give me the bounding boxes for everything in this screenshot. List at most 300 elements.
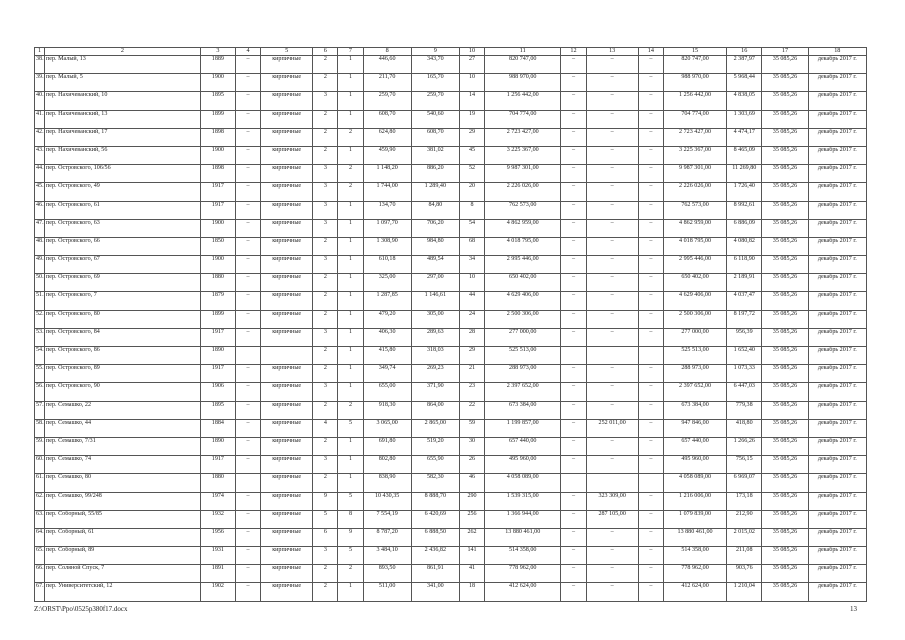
table-cell: 2 387,97 (727, 56, 762, 74)
table-cell (561, 347, 586, 365)
table-cell: 27 (459, 56, 484, 74)
table-cell: 318,03 (411, 347, 459, 365)
table-cell: 5 (338, 492, 363, 510)
table-cell: 8 197,72 (727, 310, 762, 328)
table-cell: 58. (35, 419, 45, 437)
table-cell: – (638, 256, 663, 274)
table-cell: – (638, 456, 663, 474)
table-cell: 988 970,00 (663, 74, 726, 92)
table-cell: 269,23 (411, 365, 459, 383)
table-cell: 1900 (200, 74, 235, 92)
table-cell: – (638, 237, 663, 255)
table-cell: пер. Семашко, 44 (45, 419, 201, 437)
table-cell: 211,70 (363, 74, 411, 92)
table-cell: 1974 (200, 492, 235, 510)
table-cell: 134,70 (363, 201, 411, 219)
table-cell: 4 080,82 (727, 237, 762, 255)
table-cell: – (586, 292, 638, 310)
table-cell: пер. Островского, 63 (45, 219, 201, 237)
table-cell: пер. Соборный, 55/85 (45, 510, 201, 528)
table-cell: 9 (338, 528, 363, 546)
table-cell: 277 000,00 (485, 328, 561, 346)
table-cell: 35 085,26 (762, 219, 808, 237)
table-cell: 756,15 (727, 456, 762, 474)
table-cell: 2 (313, 274, 338, 292)
table-cell (261, 347, 313, 365)
table-cell: – (235, 237, 260, 255)
table-cell: 8 465,09 (727, 146, 762, 164)
table-cell: – (586, 56, 638, 74)
table-cell: 289,63 (411, 328, 459, 346)
table-cell: декабрь 2017 г. (808, 310, 866, 328)
table-cell: 1 148,20 (363, 165, 411, 183)
table-cell: 3 (313, 165, 338, 183)
table-cell: пер. Соборный, 89 (45, 547, 201, 565)
table-cell: 46. (35, 201, 45, 219)
table-cell: 1 256 442,00 (485, 92, 561, 110)
table-cell: – (561, 383, 586, 401)
table-cell: – (561, 219, 586, 237)
table-cell: 4 058 089,00 (663, 474, 726, 492)
table-cell: 820 747,00 (663, 56, 726, 74)
table-row (35, 528, 867, 546)
table-cell: декабрь 2017 г. (808, 365, 866, 383)
table-cell: кирпичные (261, 292, 313, 310)
table-cell: – (586, 547, 638, 565)
table-cell: – (235, 565, 260, 583)
table-cell: 706,20 (411, 219, 459, 237)
table-cell: пер. Семашко, 80 (45, 474, 201, 492)
table-cell: 39. (35, 74, 45, 92)
table-cell: 2 (313, 365, 338, 383)
table-cell: декабрь 2017 г. (808, 437, 866, 455)
table-cell: 893,50 (363, 565, 411, 583)
table-cell: 35 085,26 (762, 310, 808, 328)
table-cell: кирпичные (261, 328, 313, 346)
table-cell: 381,02 (411, 146, 459, 164)
table-cell: 211,08 (727, 547, 762, 565)
table-cell: 1 (338, 110, 363, 128)
table-cell: 1932 (200, 510, 235, 528)
table-cell: 3 225 367,00 (485, 146, 561, 164)
table-cell: 3 (313, 547, 338, 565)
table-cell: 1900 (200, 256, 235, 274)
table-cell: 4 018 795,00 (485, 237, 561, 255)
table-cell: – (561, 237, 586, 255)
table-cell: 3 (313, 219, 338, 237)
table-cell: – (586, 310, 638, 328)
table-cell: 1917 (200, 456, 235, 474)
table-cell: 35 085,26 (762, 474, 808, 492)
table-cell: – (235, 128, 260, 146)
table-row (35, 401, 867, 419)
table-cell: 2 (313, 565, 338, 583)
table-cell: 4 474,17 (727, 128, 762, 146)
table-cell: 1900 (200, 146, 235, 164)
table-row (35, 383, 867, 401)
table-cell: – (561, 128, 586, 146)
table-cell: 45. (35, 183, 45, 201)
table-cell: декабрь 2017 г. (808, 110, 866, 128)
table-cell: – (561, 583, 586, 601)
table-cell: 46 (459, 474, 484, 492)
table-row (35, 219, 867, 237)
table-cell: 9 987 301,00 (485, 165, 561, 183)
table-cell: 4 037,47 (727, 292, 762, 310)
table-cell: 610,18 (363, 256, 411, 274)
table-cell: декабрь 2017 г. (808, 128, 866, 146)
table-cell: 1 (338, 456, 363, 474)
header-row (35, 48, 867, 56)
table-cell: 6 969,07 (727, 474, 762, 492)
table-cell: 48. (35, 237, 45, 255)
table-cell: 341,00 (411, 583, 459, 601)
table-cell: – (235, 547, 260, 565)
table-cell: 41 (459, 565, 484, 583)
table-cell: 1 (338, 365, 363, 383)
table-cell: пер. Островского, 89 (45, 365, 201, 383)
table-cell: 1899 (200, 310, 235, 328)
table-cell: декабрь 2017 г. (808, 583, 866, 601)
table-cell: 1 199 857,00 (485, 419, 561, 437)
table-cell: кирпичные (261, 201, 313, 219)
table-cell: 3 (313, 92, 338, 110)
table-cell: – (235, 183, 260, 201)
table-cell: 1956 (200, 528, 235, 546)
column-header: 11 (485, 48, 561, 56)
table-cell: 66. (35, 565, 45, 583)
table-cell: 1 (338, 274, 363, 292)
table-cell: 8 (338, 510, 363, 528)
table-cell: 984,80 (411, 237, 459, 255)
table-cell: пер. Семашко, 74 (45, 456, 201, 474)
table-cell: 45 (459, 146, 484, 164)
table-cell: 779,38 (727, 401, 762, 419)
table-cell: 2 226 026,00 (485, 183, 561, 201)
table-cell: 287 105,00 (586, 510, 638, 528)
column-header: 12 (561, 48, 586, 56)
table-cell: – (638, 128, 663, 146)
table-cell: – (586, 528, 638, 546)
table-cell: 519,20 (411, 437, 459, 455)
table-cell: – (638, 565, 663, 583)
table-cell: – (561, 74, 586, 92)
table-cell: 8 888,70 (411, 492, 459, 510)
table-cell: – (638, 510, 663, 528)
table-cell: 47. (35, 219, 45, 237)
table-row (35, 492, 867, 510)
table-cell: 212,90 (727, 510, 762, 528)
table-cell: – (235, 401, 260, 419)
table-cell: 406,30 (363, 328, 411, 346)
table-cell: 35 085,26 (762, 292, 808, 310)
table-row (35, 510, 867, 528)
table-cell: 956,39 (727, 328, 762, 346)
table-cell: 35 085,26 (762, 419, 808, 437)
table-cell: 525 513,00 (485, 347, 561, 365)
table-cell: 608,70 (411, 128, 459, 146)
column-header: 13 (586, 48, 638, 56)
column-header: 9 (411, 48, 459, 56)
table-cell: кирпичные (261, 146, 313, 164)
page-number: 13 (850, 605, 857, 613)
table-cell: 2 (313, 74, 338, 92)
table-cell: 1 (338, 146, 363, 164)
table-cell: – (586, 219, 638, 237)
table-cell: 3 (313, 383, 338, 401)
table-cell: пер. Островского, 61 (45, 201, 201, 219)
table-cell: 1 (338, 201, 363, 219)
table-row (35, 328, 867, 346)
table-cell: пер. Нахичеванский, 10 (45, 92, 201, 110)
table-cell: – (235, 328, 260, 346)
table-cell: – (235, 528, 260, 546)
table-cell: 7 554,19 (363, 510, 411, 528)
table-cell: 988 970,00 (485, 74, 561, 92)
table-cell: – (638, 146, 663, 164)
table-cell: 2 (338, 401, 363, 419)
table-cell: 290 (459, 492, 484, 510)
table-cell: – (561, 456, 586, 474)
table-cell: 1 303,69 (727, 110, 762, 128)
table-cell: – (561, 528, 586, 546)
table-cell: 28 (459, 328, 484, 346)
table-cell: 8 787,20 (363, 528, 411, 546)
table-cell: 61. (35, 474, 45, 492)
table-cell: 1931 (200, 547, 235, 565)
table-cell: 446,60 (363, 56, 411, 74)
table-cell: декабрь 2017 г. (808, 547, 866, 565)
table-cell: 2 (313, 146, 338, 164)
table-cell: 479,20 (363, 310, 411, 328)
table-cell: – (638, 110, 663, 128)
table-cell: – (561, 492, 586, 510)
table-cell: 820 747,00 (485, 56, 561, 74)
table-row (35, 56, 867, 74)
table-cell: 5 (338, 419, 363, 437)
table-cell: 68 (459, 237, 484, 255)
table-cell: 1 289,40 (411, 183, 459, 201)
table-cell: декабрь 2017 г. (808, 528, 866, 546)
column-header: 10 (459, 48, 484, 56)
table-cell: 49. (35, 256, 45, 274)
table-cell: 838,90 (363, 474, 411, 492)
table-cell: – (235, 437, 260, 455)
table-cell: кирпичные (261, 510, 313, 528)
table-cell: 35 085,26 (762, 274, 808, 292)
table-cell: – (586, 437, 638, 455)
table-cell: – (586, 565, 638, 583)
table-cell: – (235, 146, 260, 164)
table-cell: 54. (35, 347, 45, 365)
table-cell: кирпичные (261, 456, 313, 474)
table-cell: 5 (313, 510, 338, 528)
table-cell: 2 189,91 (727, 274, 762, 292)
table-cell: 525 513,00 (663, 347, 726, 365)
table-cell: 323 309,00 (586, 492, 638, 510)
table-cell: пер. Нахичеванский, 17 (45, 128, 201, 146)
table-cell: 540,60 (411, 110, 459, 128)
table-cell: 762 573,00 (485, 201, 561, 219)
table-cell: 4 (313, 419, 338, 437)
table-cell: – (561, 565, 586, 583)
column-header: 16 (727, 48, 762, 56)
table-cell: 1 (338, 310, 363, 328)
table-cell: – (638, 56, 663, 74)
table-cell: 650 402,00 (663, 274, 726, 292)
table-cell: – (638, 274, 663, 292)
table-cell: 53. (35, 328, 45, 346)
table-cell: декабрь 2017 г. (808, 74, 866, 92)
table-cell: 34 (459, 256, 484, 274)
table-cell: – (561, 401, 586, 419)
table-cell: 415,80 (363, 347, 411, 365)
table-cell: 802,80 (363, 456, 411, 474)
table-cell: 35 085,26 (762, 510, 808, 528)
table-cell: 1 287,85 (363, 292, 411, 310)
table-cell: – (235, 492, 260, 510)
table-cell: – (235, 56, 260, 74)
table-cell: – (638, 310, 663, 328)
table-cell: 1917 (200, 201, 235, 219)
table-cell: – (561, 56, 586, 74)
table-cell: 277 000,00 (663, 328, 726, 346)
table-cell: – (561, 510, 586, 528)
table-cell: 1898 (200, 165, 235, 183)
table-cell: пер. Островского, 80 (45, 310, 201, 328)
table-cell: декабрь 2017 г. (808, 146, 866, 164)
table-cell: 297,00 (411, 274, 459, 292)
table-cell: – (561, 92, 586, 110)
table-cell: 3 (313, 183, 338, 201)
table-cell: – (235, 456, 260, 474)
table-cell: 35 085,26 (762, 583, 808, 601)
table-cell: 1879 (200, 292, 235, 310)
table-cell: 691,80 (363, 437, 411, 455)
table-cell: 35 085,26 (762, 528, 808, 546)
table-cell: кирпичные (261, 92, 313, 110)
table-cell: 1 652,40 (727, 347, 762, 365)
table-cell: 24 (459, 310, 484, 328)
table-row (35, 347, 867, 365)
table-cell: декабрь 2017 г. (808, 419, 866, 437)
table-cell: 1895 (200, 401, 235, 419)
table-cell: 35 085,26 (762, 165, 808, 183)
table-cell: кирпичные (261, 128, 313, 146)
table-cell: 418,80 (727, 419, 762, 437)
table-cell: кирпичные (261, 528, 313, 546)
table-cell: декабрь 2017 г. (808, 474, 866, 492)
table-cell: 5 968,44 (727, 74, 762, 92)
table-cell: 495 960,00 (663, 456, 726, 474)
table-cell: декабрь 2017 г. (808, 292, 866, 310)
table-cell: 1906 (200, 383, 235, 401)
table-row (35, 237, 867, 255)
table-cell: 55. (35, 365, 45, 383)
table-cell: – (561, 274, 586, 292)
table-cell: – (586, 256, 638, 274)
table-cell: кирпичные (261, 56, 313, 74)
table-cell: – (561, 183, 586, 201)
table-cell: – (638, 401, 663, 419)
table-cell: 2 (313, 128, 338, 146)
table-cell: 6 420,69 (411, 510, 459, 528)
table-cell: 41. (35, 110, 45, 128)
table-cell: 655,00 (363, 383, 411, 401)
table-cell: 56. (35, 383, 45, 401)
table-cell: 4 838,05 (727, 92, 762, 110)
table-cell: 1 308,90 (363, 237, 411, 255)
table-cell: пер. Университетский, 12 (45, 583, 201, 601)
table-row (35, 365, 867, 383)
table-cell: 343,70 (411, 56, 459, 74)
table-cell: 35 085,26 (762, 365, 808, 383)
table-row (35, 256, 867, 274)
table-cell: кирпичные (261, 401, 313, 419)
table-cell: декабрь 2017 г. (808, 456, 866, 474)
table-cell: – (638, 437, 663, 455)
table-cell: 2 397 652,00 (663, 383, 726, 401)
table-cell: – (235, 274, 260, 292)
table-cell: 657 440,00 (663, 437, 726, 455)
table-cell: 6 886,09 (727, 219, 762, 237)
table-cell: кирпичные (261, 310, 313, 328)
table-cell: – (235, 365, 260, 383)
table-cell: декабрь 2017 г. (808, 383, 866, 401)
table-cell: кирпичные (261, 565, 313, 583)
table-cell: 2 226 026,00 (663, 183, 726, 201)
column-header: 2 (45, 48, 201, 56)
table-cell: 1917 (200, 365, 235, 383)
table-cell: 3 (313, 256, 338, 274)
table-cell: 412 624,00 (663, 583, 726, 601)
table-cell: 3 (313, 201, 338, 219)
table-cell: 1 (338, 437, 363, 455)
table-cell: 2 500 306,00 (663, 310, 726, 328)
table-cell: 10 430,35 (363, 492, 411, 510)
table-row (35, 547, 867, 565)
table-cell: – (586, 146, 638, 164)
table-cell: – (586, 456, 638, 474)
table-cell: 778 962,00 (663, 565, 726, 583)
table-cell: 1899 (200, 110, 235, 128)
table-cell: – (638, 92, 663, 110)
table-cell: кирпичные (261, 365, 313, 383)
table-cell: 514 358,00 (663, 547, 726, 565)
table-cell: 35 085,26 (762, 128, 808, 146)
table-cell: 30 (459, 437, 484, 455)
table-cell: 325,00 (363, 274, 411, 292)
table-cell: 624,80 (363, 128, 411, 146)
table-cell: 1917 (200, 328, 235, 346)
table-cell: 371,90 (411, 383, 459, 401)
table-cell (586, 347, 638, 365)
table-cell: 886,20 (411, 165, 459, 183)
table-cell: 4 629 406,00 (485, 292, 561, 310)
table-cell: 1 (338, 92, 363, 110)
table-cell: 141 (459, 547, 484, 565)
table-row (35, 565, 867, 583)
table-cell: – (638, 165, 663, 183)
table-cell: 1 266,26 (727, 437, 762, 455)
table-cell: 256 (459, 510, 484, 528)
table-cell: 18 (459, 583, 484, 601)
table-cell: кирпичные (261, 383, 313, 401)
table-cell: 1 726,40 (727, 183, 762, 201)
column-header: 4 (235, 48, 260, 56)
table-cell: пер. Островского, 67 (45, 256, 201, 274)
table-cell: кирпичные (261, 437, 313, 455)
